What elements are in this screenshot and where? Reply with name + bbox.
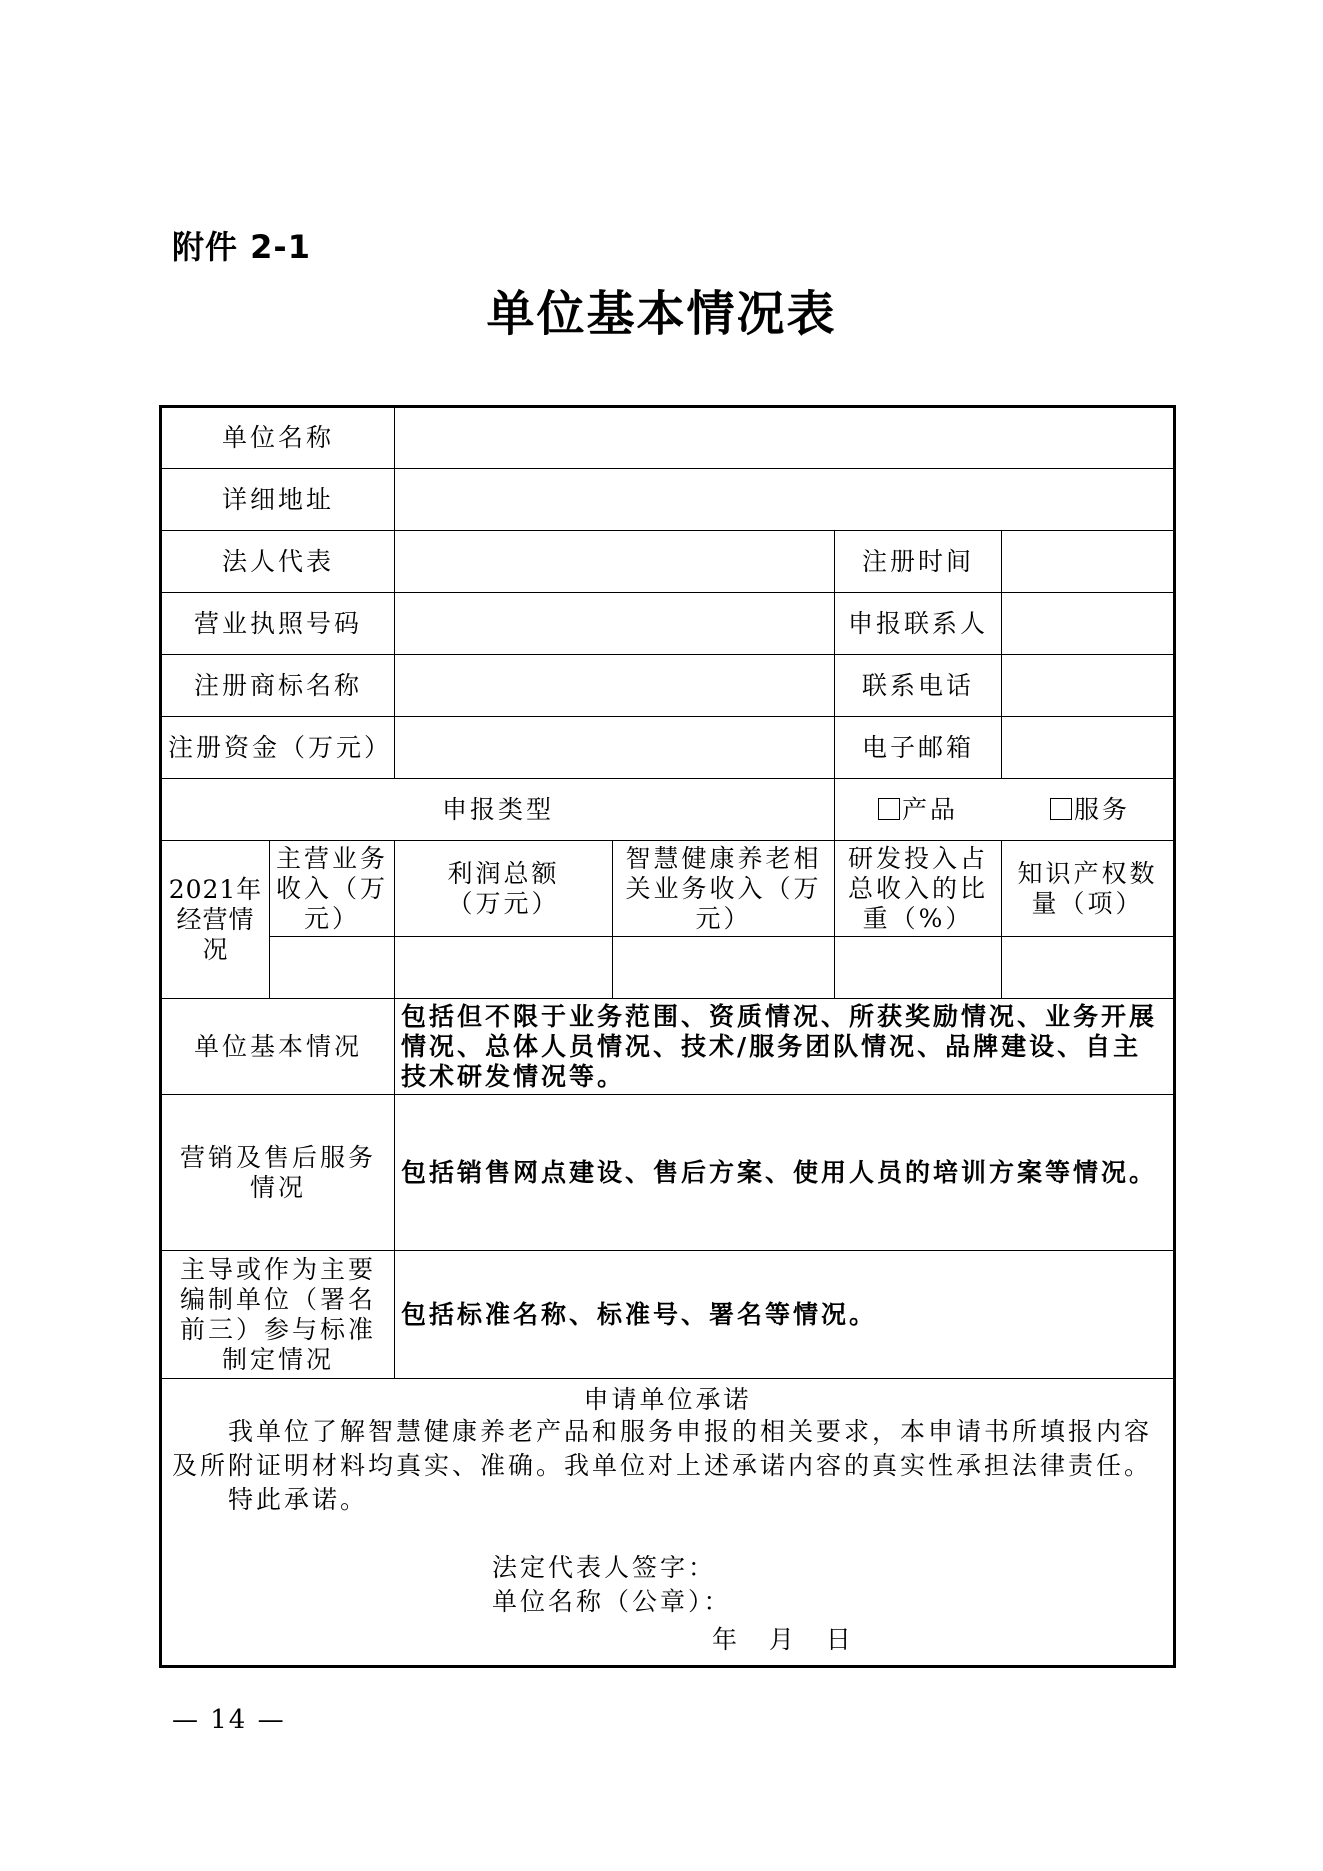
service-option-label: 服务 [1073, 794, 1130, 824]
product-checkbox[interactable] [878, 798, 900, 820]
apply-type-label: 申报类型 [161, 779, 835, 841]
capital-label: 注册资金（万元） [161, 717, 395, 779]
page-number: — 14 — [172, 1705, 286, 1735]
phone-field[interactable] [1002, 655, 1175, 717]
unit-info-form [159, 405, 1176, 1668]
commitment-title: 申请单位承诺 [583, 1385, 752, 1414]
apply-type-options [835, 779, 1175, 841]
license-no-label: 营业执照号码 [161, 593, 395, 655]
contact-field[interactable] [1002, 593, 1175, 655]
address-field[interactable] [395, 469, 1175, 531]
sales-service-field[interactable]: 包括销售网点建设、售后方案、使用人员的培训方案等情况。 [395, 1095, 1175, 1251]
standards-field[interactable]: 包括标准名称、标准号、署名等情况。 [395, 1251, 1175, 1379]
attachment-label: 附件 2-1 [172, 228, 311, 266]
unit-seal[interactable]: 单位名称（公章）： [492, 1587, 732, 1616]
ops-related-revenue-field[interactable] [613, 937, 835, 999]
reg-time-field[interactable] [1002, 531, 1175, 593]
email-field[interactable] [1002, 717, 1175, 779]
standards-label: 主导或作为主要编制单位（署名前三）参与标准制定情况 [161, 1251, 395, 1379]
legal-rep-field[interactable] [395, 531, 835, 593]
capital-field[interactable] [395, 717, 835, 779]
ops-header-ip-count: 知识产权数量（项） [1002, 841, 1175, 937]
reg-time-label: 注册时间 [835, 531, 1002, 593]
ops-ip-count-field[interactable] [1002, 937, 1175, 999]
address-label: 详细地址 [161, 469, 395, 531]
license-no-field[interactable] [395, 593, 835, 655]
commitment-section [161, 1379, 1175, 1667]
product-option[interactable] [878, 795, 958, 825]
contact-label: 申报联系人 [835, 593, 1002, 655]
commitment-date[interactable]: 年 月 日 [712, 1625, 854, 1654]
legal-rep-signature[interactable]: 法定代表人签字： [492, 1553, 717, 1582]
ops-year-label: 2021年经营情况 [161, 841, 270, 999]
service-checkbox[interactable] [1050, 798, 1072, 820]
ops-profit-field[interactable] [395, 937, 613, 999]
legal-rep-label: 法人代表 [161, 531, 395, 593]
ops-header-revenue: 主营业务收入（万元） [270, 841, 395, 937]
ops-rd-ratio-field[interactable] [835, 937, 1002, 999]
ops-header-rd-ratio: 研发投入占总收入的比重（%） [835, 841, 1002, 937]
page-title: 单位基本情况表 [486, 286, 837, 342]
basic-info-label: 单位基本情况 [161, 999, 395, 1095]
basic-info-field[interactable]: 包括但不限于业务范围、资质情况、所获奖励情况、业务开展情况、总体人员情况、技术/服务团队情况、品牌建设、自主技术研发情况等。 [395, 999, 1175, 1095]
commitment-closing: 特此承诺。 [228, 1485, 369, 1514]
ops-header-related-revenue: 智慧健康养老相关业务收入（万元） [613, 841, 835, 937]
email-label: 电子邮箱 [835, 717, 1002, 779]
trademark-label: 注册商标名称 [161, 655, 395, 717]
unit-name-field[interactable] [395, 407, 1175, 469]
service-option[interactable] [1050, 795, 1130, 825]
commitment-body: 我单位了解智慧健康养老产品和服务申报的相关要求，本申请书所填报内容及所附证明材料均真实、准确。我单位对上述承诺内容的真实性承担法律责任。 [172, 1417, 1153, 1480]
ops-revenue-field[interactable] [270, 937, 395, 999]
sales-service-label: 营销及售后服务情况 [161, 1095, 395, 1251]
unit-name-label: 单位名称 [161, 407, 395, 469]
phone-label: 联系电话 [835, 655, 1002, 717]
ops-header-profit: 利润总额（万元） [395, 841, 613, 937]
product-option-label: 产品 [902, 794, 959, 824]
trademark-field[interactable] [395, 655, 835, 717]
